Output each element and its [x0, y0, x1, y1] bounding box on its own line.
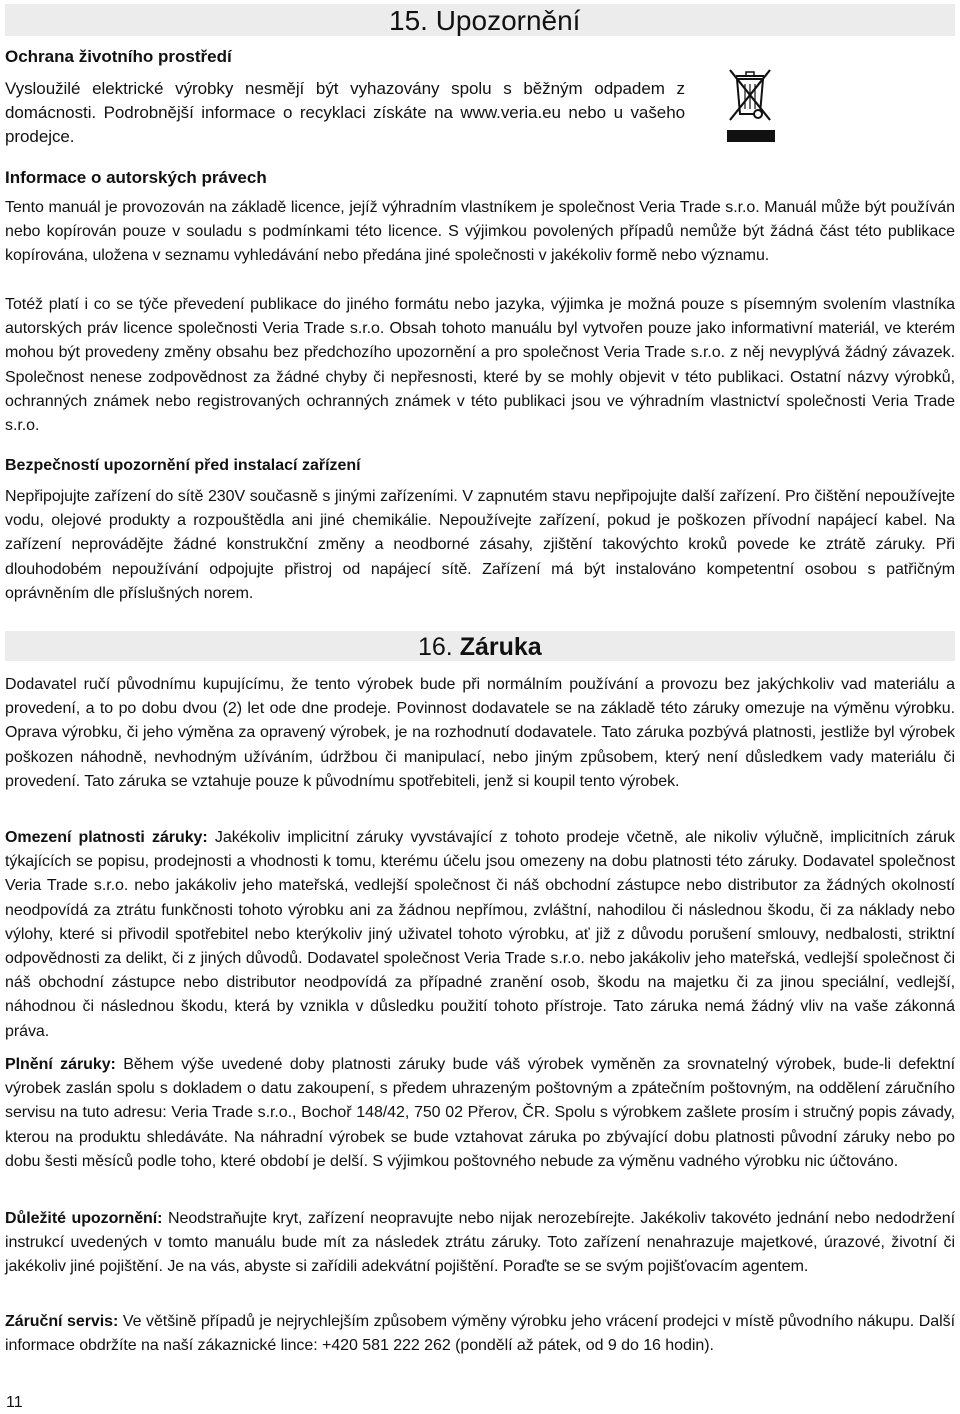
- section-16-header: [5, 631, 955, 661]
- important-notice-label: Důležité upozornění:: [5, 1210, 163, 1227]
- copyright-heading: Informace o autorských právech: [5, 168, 267, 187]
- section-16-title: [418, 633, 542, 662]
- environment-heading: Ochrana životního prostředí: [5, 47, 232, 66]
- warranty-service-paragraph: [5, 1310, 955, 1358]
- section-16-word: Záruka: [459, 633, 542, 661]
- section-15-header: [5, 4, 955, 36]
- page-number: 11: [6, 1394, 23, 1411]
- environment-text: Vysloužilé elektrické výrobky nesmějí být vyhazovány spolu s běžným odpadem z domácnosti. Podrobnější informace o recyklaci získáte na www.veria.eu nebo u vašeho prodejce.: [5, 79, 685, 146]
- important-notice-paragraph: [5, 1207, 955, 1280]
- warranty-limit-label: Omezení platnosti záruky:: [5, 829, 208, 846]
- section-15-title: 15. Upozornění: [389, 5, 581, 36]
- warranty-limit-text: Jakékoliv implicitní záruky vyvstávající z tohoto prodeje včetně, ale nikoliv výlučně, implicitních záruk týkajících se popisu, prodejnosti a vhodnosti k tomu, kterému účelu jsou omezeny na dobu platnosti této záruky. Dodavatel společnost Veria Trade s.r.o. nebo jakákoliv jeho mateřská, vedlejší společnost či náš obchodní zástupce nebo distributor za žádných okolností neodpovídá za ztrátu funkčnosti tohoto výrobku ani za žádnou nepřímou, zvláštní, nahodilou či následnou škodu, či za náklady nebo výlohy, které si přivodil spotřebitel nebo kterýkoliv jiný uživatel tohoto výrobku, ať již z důvodu porušení smlouvy, nedbalosti, striktní odpovědnosti za delikt, či z jiných důvodů. Dodavatel společnost Veria Trade s.r.o. nebo jakákoliv jeho mateřská, vedlejší společnost či náš obchodní zástupce nebo distributor neodpovídá za případné zranění osob, škodu na majetku či za jinou speciální, vedlejší, náhodnou či následnou škodu, která by vznikla v důsledku použití tohoto přístroje. Tato záruka nemá žádný vliv na vaše zákonná práva.: [5, 829, 955, 1040]
- warranty-fulfil-paragraph: [5, 1053, 955, 1174]
- section-16-number: 16.: [418, 633, 453, 661]
- warranty-service-text: Ve většině případů je nejrychlejším způsobem výměny výrobku jeho vrácení prodejci v místě původního nákupu. Další informace obdržíte na naší zákaznické lince: +420 581 222 262 (pondělí až pátek, od 9 do 16 hodin).: [5, 1313, 955, 1355]
- crossed-out-wheelie-bin-icon: [724, 64, 776, 146]
- copyright-text-2: Totéž platí i co se týče převedení publikace do jiného formátu nebo jazyka, výjimka je možná pouze s písemným svolením vlastníka autorských práv licence společnosti Veria Trade s.r.o. Obsah tohoto manuálu byl vytvořen pouze jako informativní materiál, ve kterém mohou být provedeny změny obsahu bez předchozího upozornění a pro společnost Veria Trade s.r.o. z něj nevyplývá žádný závazek. Společnost nenese zodpovědnost za žádné chyby či nepřesnosti, které by se mohly objevit v této publikaci. Ostatní názvy výrobků, ochranných známek nebo registrovaných ochranných známek v této publikaci jsou ve výhradním vlastnictví společnosti Veria Trade s.r.o.: [5, 296, 955, 435]
- safety-text: Nepřipojujte zařízení do sítě 230V současně s jinými zařízeními. V zapnutém stavu nepřipojujte další zařízení. Pro čištění nepoužívejte vodu, olejové produkty a rozpouštědla ani jiné chemikálie. Nepoužívejte zařízení, pokud je poškozen přívodní napájecí kabel. Na zařízení neprovádějte žádné konstrukční změny a neodborné zásahy, zjištění takovýchto kroků povede ke ztrátě záruky. Při dlouhodobém nepoužívání odpojujte přistroj od napájecí sítě. Zařízení má být instalováno kompetentní osobou s patřičným oprávněním dle příslušných norem.: [5, 488, 955, 602]
- warranty-service-label: Záruční servis:: [5, 1313, 119, 1330]
- warranty-fulfil-text: Během výše uvedené doby platnosti záruky bude váš výrobek vyměněn za srovnatelný výrobek, bude-li defektní výrobek zaslán spolu s dokladem o datu zakoupení, s předem uhrazeným poštovným a zpátečním poštovným, na oddělení záručního servisu na tuto adresu: Veria Trade s.r.o., Bochoř 148/42, 750 02 Přerov, ČR. Spolu s výrobkem zašlete prosím i stručný popis závady, kterou na produktu shledáváte. Na náhradní výrobek se bude vztahovat záruka po zbývající dobu platnosti původní záruky nebo po dobu šesti měsíců podle toho, které období je delší. S výjimkou poštovného nebude za výměnu vadného výrobku nic účtováno.: [5, 1056, 955, 1170]
- safety-heading: Bezpečností upozornění před instalací zařízení: [5, 457, 361, 474]
- warranty-limit-paragraph: [5, 826, 955, 1044]
- warranty-fulfil-label: Plnění záruky:: [5, 1056, 116, 1073]
- important-notice-text: Neodstraňujte kryt, zařízení neopravujte nebo nijak nerozebírejte. Jakékoliv takovéto jednání nebo nedodržení instrukcí uvedených v tomto manuálu bude mít za následek ztrátu záruky. Toto zařízení nenahrazuje majetkové, úrazové, životní či jakékoliv jiné pojištění. Je na vás, abyste si zařídili adekvátní pojištění. Poraďte se se svým pojišťovacím agentem.: [5, 1210, 955, 1276]
- warranty-intro: Dodavatel ručí původnímu kupujícímu, že tento výrobek bude při normálním používání a provozu bez jakýchkoliv vad materiálu a provedení, a to po dobu dvou (2) let ode dne prodeje. Povinnost dodavatele se na základě této záruky omezuje na výměnu výrobku. Oprava výrobku, či jeho výměna za opravený výrobek, je na rozhodnutí dodavatele. Tato záruka pozbývá platnosti, jestliže byl výrobek poškozen náhodně, nevhodným užíváním, údržbou či manipulací, nebo jiným způsobem, který není důsledkem vady materiálu či provedení. Tato záruka se vztahuje pouze k původnímu spotřebiteli, jenž si koupil tento výrobek.: [5, 676, 955, 790]
- copyright-text: Tento manuál je provozován na základě licence, jejíž výhradním vlastníkem je společnost Veria Trade s.r.o. Manuál může být používán nebo kopírován pouze v souladu s podmínkami této licence. S výjimkou povolených případů nemůže být žádná část této publikace kopírována, uložena v seznamu vyhledávání nebo předána jiné společnosti v jakékoliv formě nebo významu.: [5, 199, 955, 265]
